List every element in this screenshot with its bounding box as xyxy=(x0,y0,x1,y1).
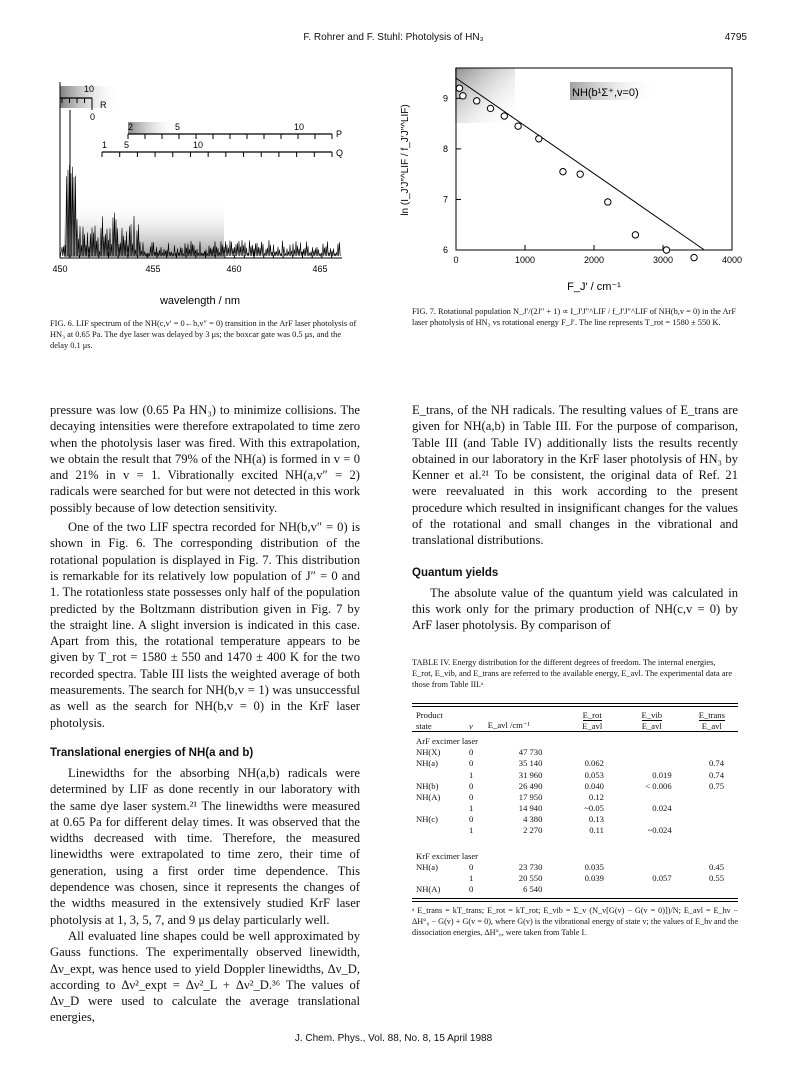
table-row xyxy=(412,791,738,802)
cell-state: NH(a) xyxy=(416,861,438,872)
cell-v: 0 xyxy=(469,791,474,802)
cell-trans xyxy=(686,791,738,802)
section-heading-quantum-yields: Quantum yields xyxy=(412,566,499,579)
cell-state xyxy=(412,769,465,780)
fig7-data-point xyxy=(515,123,521,129)
fig7-x-tick-label: 1000 xyxy=(514,255,536,265)
th-vib-num: E_vib xyxy=(641,709,663,720)
fig7-xlabel: F_J′ / cm⁻¹ xyxy=(567,281,621,293)
cell-rot: 0.11 xyxy=(589,825,604,836)
fig7-data-point xyxy=(474,98,480,104)
fig6-spectrum xyxy=(50,62,350,312)
cell-trans: 0.55 xyxy=(708,873,724,884)
fig7-data-point xyxy=(487,105,493,111)
table-row xyxy=(412,814,738,825)
fig6-xtick-460: 460 xyxy=(226,264,242,274)
th-eavl: E_avl /cm⁻¹ xyxy=(487,720,530,731)
cell-vib xyxy=(618,758,686,769)
cell-eavl: 17 950 xyxy=(518,791,543,802)
cell-state xyxy=(412,872,465,883)
cell-eavl: 47 730 xyxy=(518,747,543,758)
fig7-data-point xyxy=(605,199,611,205)
cell-state xyxy=(412,825,465,836)
cell-state xyxy=(412,803,465,814)
cell-vib xyxy=(618,814,686,825)
cell-v: 1 xyxy=(469,769,474,780)
cell-trans: 0.75 xyxy=(708,780,724,791)
running-title: F. Rohrer and F. Stuhl: Photolysis of HN₃ xyxy=(303,32,484,43)
fig6-xtick-465: 465 xyxy=(312,264,328,274)
table-row xyxy=(412,861,738,872)
fig7-data-point xyxy=(536,136,542,142)
cell-state: NH(c) xyxy=(416,814,438,825)
table-row xyxy=(412,884,738,895)
right-column xyxy=(412,402,738,634)
fig6-figure xyxy=(50,62,350,312)
fig6-caption: FIG. 6. LIF spectrum of the NH(c,v′ = 0←b,v″ = 0) transition in the ArF laser photolysis of HN₃ at 0.65 Pa. The dye laser was delayed by 3 μs; the boxcar gate was 0.5 μs, and the delay 0.1 μs. xyxy=(50,319,357,350)
cell-v: 1 xyxy=(469,873,474,884)
table4-section-krf: KrF excimer laser xyxy=(416,850,479,861)
table-row xyxy=(412,803,738,814)
cell-eavl: 14 940 xyxy=(518,803,543,814)
cell-state: NH(X) xyxy=(416,747,441,758)
fig6-q-label-5: 5 xyxy=(124,140,130,150)
cell-rot xyxy=(560,747,618,758)
cell-trans xyxy=(686,814,738,825)
paragraph: One of the two LIF spectra recorded for NH(b,v″ = 0) is shown in Fig. 6. The corresponding distribution of the rotational population is displayed in Fig. 7. This distribution is remarkable for its relatively low population of J″ = 0 and 1. The rotationless state possesses only half of the population predicted by the Boltzmann distribution given in Fig. 7 by the straight line. A slight inversion is indicated in this case. Apart from this, the rotational temperature appears to be given by T_rot = 1580 ± 550 and 1470 ± 400 K for the two recorded spectra. Table III lists the weighted average of both measurements. The search for NH(b,v = 1) was unsuccessful as well as the search for NH(b,v = 0) in the KrF laser photolysis. xyxy=(50,520,360,730)
cell-vib: < 0.006 xyxy=(645,780,672,791)
fig7-data-point xyxy=(456,85,462,91)
th-den-trans: E_avl xyxy=(701,720,722,731)
section-heading-translational: Translational energies of NH(a and b) xyxy=(50,746,254,759)
table-row xyxy=(412,769,738,780)
cell-vib xyxy=(618,791,686,802)
cell-trans: 0.45 xyxy=(708,861,724,872)
cell-state: NH(b) xyxy=(416,780,439,791)
table4-caption: TABLE IV. Energy distribution for the different degrees of freedom. The internal energies, E_rot, E_vib, and E_trans are referred to the available energy, E_avl. The experimental data are those from Table III.ᵃ xyxy=(412,658,733,689)
left-column xyxy=(50,402,360,1026)
cell-v: 0 xyxy=(469,814,474,825)
cell-trans xyxy=(686,884,738,895)
cell-v: 1 xyxy=(469,825,474,836)
cell-rot: 0.13 xyxy=(588,814,604,825)
paragraph: Linewidths for the absorbing NH(a,b) radicals were determined by LIF as done recently in our laboratory with the same dye laser system.²¹ The linewidths were measured at 0.65 Pa for different delay times. It was observed that the widths decreased with time. Therefore, the measured linewidths were extrapolated to time zero, their time of generation, using a first order time dependence. This dependence was chosen, since it represents the changes of the widths measured in the extensively studied KrF laser photolysis at 1, 3, 5, 7, and 9 μs delay particularly well. xyxy=(50,765,360,927)
cell-vib xyxy=(618,884,686,895)
table4-grid xyxy=(412,709,738,895)
cell-rot: 0.039 xyxy=(584,873,604,884)
fig7-data-point xyxy=(560,168,566,174)
cell-v: 0 xyxy=(469,884,474,895)
paragraph: The absolute value of the quantum yield was calculated in this work only for the primary production of NH(c,v = 0) by ArF laser photolysis. By comparison of xyxy=(412,585,738,633)
th-v: v xyxy=(469,720,473,731)
cell-trans xyxy=(686,747,738,758)
fig6-r-label-10: 10 xyxy=(84,84,95,94)
cell-eavl: 4 380 xyxy=(523,814,543,825)
fig7-data-point xyxy=(577,171,583,177)
cell-rot: 0.12 xyxy=(588,791,604,802)
fig7-figure xyxy=(390,60,750,300)
table-row xyxy=(412,747,738,758)
th-den-vib: E_avl xyxy=(641,720,662,731)
th-rot-num: E_rot xyxy=(582,709,602,720)
fig7-y-tick-label: 9 xyxy=(442,93,448,104)
cell-rot: ~0.05 xyxy=(584,803,604,814)
fig6-xlabel: wavelength / nm xyxy=(159,295,241,307)
cell-trans: 0.74 xyxy=(708,769,724,780)
cell-rot xyxy=(560,884,618,895)
table4-section-arf: ArF excimer laser xyxy=(416,735,479,746)
cell-v: 1 xyxy=(469,803,474,814)
fig6-p-name: P xyxy=(336,129,343,139)
cell-trans: 0.74 xyxy=(708,758,724,769)
cell-eavl: 2 270 xyxy=(523,825,543,836)
cell-trans xyxy=(686,825,738,836)
cell-eavl: 31 960 xyxy=(518,769,543,780)
fig6-r-label-0: 0 xyxy=(90,112,96,122)
fig6-q-name: Q xyxy=(336,148,344,158)
cell-v: 0 xyxy=(469,780,474,791)
cell-trans xyxy=(686,803,738,814)
cell-vib: 0.024 xyxy=(652,803,672,814)
cell-v: 0 xyxy=(469,861,474,872)
fig7-x-tick-label: 4000 xyxy=(721,255,743,265)
cell-rot: 0.040 xyxy=(584,780,604,791)
fig7-x-tick-label: 0 xyxy=(453,255,459,265)
table-row xyxy=(412,825,738,836)
table-row xyxy=(412,758,738,769)
fig6-xtick-455: 455 xyxy=(145,264,161,274)
cell-v: 0 xyxy=(469,758,474,769)
fig7-x-tick-label: 2000 xyxy=(583,255,605,265)
fig7-y-tick-label: 8 xyxy=(442,143,448,154)
fig7-y-tick-label: 6 xyxy=(442,245,448,255)
fig7-chart xyxy=(390,60,750,300)
cell-eavl: 35 140 xyxy=(518,758,543,769)
cell-rot: 0.053 xyxy=(584,769,604,780)
fig7-data-point xyxy=(691,254,697,260)
cell-state: NH(a) xyxy=(416,758,438,769)
cell-vib: ~0.024 xyxy=(647,825,672,836)
cell-v: 0 xyxy=(469,747,474,758)
paragraph: E_trans, of the NH radicals. The resulting values of E_trans are given for NH(a,b) in Table III. For the purpose of comparison, Table III (and Table IV) additionally lists the results recently obtained in our laboratory in the KrF laser photolysis of HN₃ by Kenner et al.²¹ To be consistent, the original data of Ref. 21 were reevaluated in this work according to the present procedure which resulted in insignificant changes for the values of the rotational and small changes in the vibrational and translational distributions. xyxy=(412,403,738,548)
fig7-data-point xyxy=(501,113,507,119)
table-row xyxy=(412,872,738,883)
fig7-data-point xyxy=(632,232,638,238)
th-trans-num: E_trans xyxy=(698,709,725,720)
fig7-ylabel: ln (I_J′J″^LIF / f_J′J″^LIF) xyxy=(400,104,411,216)
fig7-x-tick-label: 3000 xyxy=(652,255,674,265)
cell-rot: 0.062 xyxy=(584,758,604,769)
fig6-p-label-10: 10 xyxy=(294,122,305,132)
table-row xyxy=(412,780,738,791)
cell-eavl: 23 730 xyxy=(518,861,543,872)
paragraph: pressure was low (0.65 Pa HN₃) to minimize collisions. The decaying intensities were therefore extrapolated to time zero when the photolysis laser was fired. With this extrapolation, we obtain the result that 79% of the NH(a) is formed in v = 0 and 21% in v = 1. Vibrationally excited NH(a,v″ = 2) radicals were searched for but were not detected in this work possibly because of low detection sensitivity. xyxy=(50,403,360,515)
cell-state: NH(A) xyxy=(416,884,441,895)
cell-state: NH(A) xyxy=(416,791,441,802)
page-number: 4795 xyxy=(724,32,747,43)
cell-rot: 0.035 xyxy=(584,861,604,872)
fig6-xtick-450: 450 xyxy=(52,264,68,274)
table4-footnote: ᵃ E_trans = kT_trans; E_rot = kT_rot; E_vib = Σ_v (N_v[G(v) − G(v = 0)])/N; E_avl = E_hν − ΔH°₀ − G(v) + G(v = 0), where G(v) is the vibrational energy of state v; the values of E_hν and the dissociation energies, ΔH°₀, were taken from Table I. xyxy=(412,905,738,937)
th-state: state xyxy=(416,720,432,731)
fig7-data-point xyxy=(460,93,466,99)
cell-vib: 0.019 xyxy=(652,769,672,780)
fig7-caption: FIG. 7. Rotational population N_J′/(2J″ + 1) ∝ I_J′J″^LIF / f_J′J″^LIF of NH(b,v = 0) in the ArF laser photolysis of HN₃ vs rotational energy F_J′. The line represents T_rot = 1580 ± 550 K. xyxy=(412,307,736,327)
fig6-q-label-10: 10 xyxy=(193,140,204,150)
cell-vib: 0.057 xyxy=(652,873,672,884)
fig7-legend: NH(b¹Σ⁺,v=0) xyxy=(572,87,639,99)
fig7-fit-line xyxy=(456,78,704,250)
table4 xyxy=(412,703,738,938)
fig6-p-label-2: 2 xyxy=(128,122,134,132)
fig6-p-label-5: 5 xyxy=(175,122,181,132)
th-den-rot: E_avl xyxy=(582,720,603,731)
cell-eavl: 6 540 xyxy=(523,884,543,895)
fig7-y-tick-label: 7 xyxy=(442,194,448,205)
cell-eavl: 26 490 xyxy=(518,780,543,791)
fig6-r-name: R xyxy=(100,100,107,110)
th-product: Product xyxy=(416,709,443,720)
paragraph: All evaluated line shapes could be well approximated by Gauss functions. The experimentally observed linewidth, Δν_expt, was hence used to yield Doppler linewidths, Δν_D, according to Δν²_expt = Δν²_L + Δν²_D.³⁶ The values of Δν_D were used to calculate the average translational energies, xyxy=(50,928,360,1025)
cell-vib xyxy=(618,747,686,758)
fig7-data-point xyxy=(663,247,669,253)
cell-vib xyxy=(618,861,686,872)
cell-eavl: 20 550 xyxy=(518,873,543,884)
journal-footer: J. Chem. Phys., Vol. 88, No. 8, 15 April 1988 xyxy=(294,1033,493,1044)
fig6-q-label-1: 1 xyxy=(102,140,108,150)
